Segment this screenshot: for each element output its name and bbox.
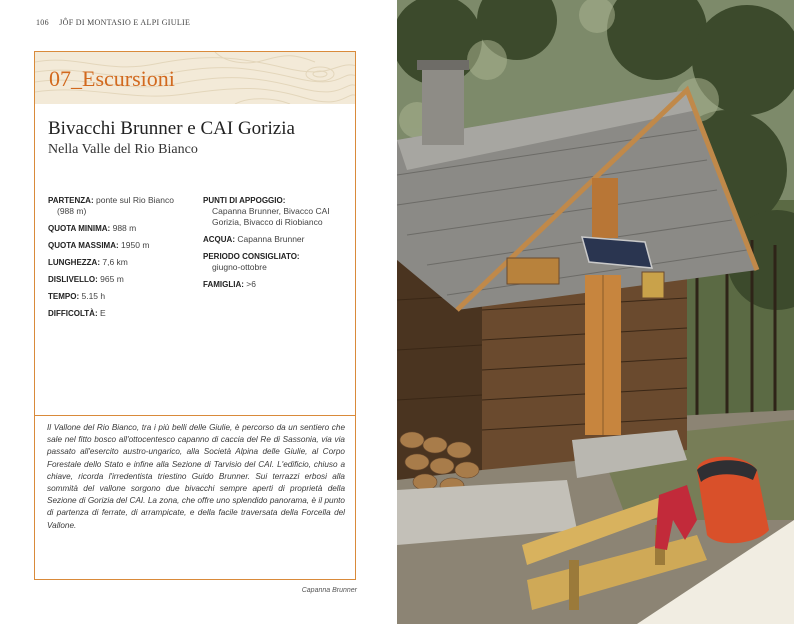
fact-partenza — [48, 195, 188, 217]
hut-photo — [397, 0, 794, 624]
fact-value: E — [100, 308, 106, 318]
bench-leg — [569, 560, 579, 610]
fact-periodo — [203, 251, 348, 273]
fact-value: 1950 m — [121, 240, 150, 250]
fact-quota-minima — [48, 223, 188, 234]
fact-value: 5.15 h — [81, 291, 106, 301]
fact-value: 7,6 km — [102, 257, 128, 267]
chimney — [422, 65, 464, 145]
fact-dislivello — [48, 274, 188, 285]
fact-key: QUOTA MASSIMA: — [48, 241, 119, 250]
facts-left — [48, 195, 188, 325]
fact-value: giugno-ottobre — [212, 262, 267, 272]
fact-difficolta — [48, 308, 188, 319]
fact-value: Capanna Brunner — [237, 234, 305, 244]
route-subtitle: Nella Valle del Rio Bianco — [48, 142, 198, 157]
fact-key: FAMIGLIA: — [203, 280, 244, 289]
fact-quota-massima — [48, 240, 188, 251]
fact-key: DIFFICOLTÀ: — [48, 309, 98, 318]
fact-key: DISLIVELLO: — [48, 275, 98, 284]
section-label: 07_Escursioni — [49, 66, 175, 91]
fact-punti-appoggio — [203, 195, 348, 228]
route-title: Bivacchi Brunner e CAI Gorizia — [48, 118, 295, 139]
divider — [35, 415, 355, 416]
fact-key: PERIODO CONSIGLIATO: — [203, 252, 300, 261]
section-band — [35, 52, 355, 104]
page-number: 106 — [36, 18, 49, 27]
fact-value: 965 m — [100, 274, 124, 284]
fact-key: TEMPO: — [48, 292, 80, 301]
hut-sign — [507, 258, 559, 284]
fact-acqua — [203, 234, 348, 245]
fact-value: 988 m — [112, 223, 137, 233]
fact-key: ACQUA: — [203, 235, 235, 244]
intro-paragraph: Il Vallone del Rio Bianco, tra i più belli delle Giulie, è percorso da un sentiero che sale nel fitto bosco all'ottocentesco capanno di caccia del Re di Sassonia, via via passato all'esercito austro-ungarico, alla Società Alpina delle Giulie, al Corpo Forestale dello Stato e infine alla Sezione di Tarvisio del CAI. L'edificio, chiuso a chiave, ricorda l'irredentista triestino Guido Brunner. Sui terrazzi erbosi alla sommità del vallone sorgono due bivacchi sempre aperti di proprietà della Sezione di Gorizia del CAI. La zona, che offre uno splendido panorama, è il punto di partenza di ferrate, di arrampicate, e della facile traversata della Forcella del Vallone. — [47, 423, 345, 530]
right-page — [397, 0, 794, 624]
fact-tempo — [48, 291, 188, 302]
fact-key: QUOTA MINIMA: — [48, 224, 111, 233]
fact-value-extra: (988 m) — [57, 206, 87, 216]
book-title: JÔF DI MONTASIO E ALPI GIULIE — [59, 18, 191, 27]
fact-value: Capanna Brunner, Bivacco CAI Gorizia, Bivacco di Riobianco — [212, 206, 330, 227]
route-card — [34, 51, 356, 580]
fact-famiglia — [203, 279, 348, 290]
fact-key: PUNTI DI APPOGGIO: — [203, 196, 286, 205]
upper-shutter — [592, 178, 618, 238]
fact-key: PARTENZA: — [48, 196, 94, 205]
fact-value: ponte sul Rio Bianco — [96, 195, 174, 205]
running-head — [36, 18, 190, 27]
facts-right — [203, 195, 348, 296]
small-sign — [642, 272, 664, 298]
fact-key: LUNGHEZZA: — [48, 258, 100, 267]
fact-value: >6 — [246, 279, 256, 289]
fact-lunghezza — [48, 257, 188, 268]
photo-caption: Capanna Brunner — [301, 587, 357, 594]
chimney-cap — [417, 60, 469, 70]
